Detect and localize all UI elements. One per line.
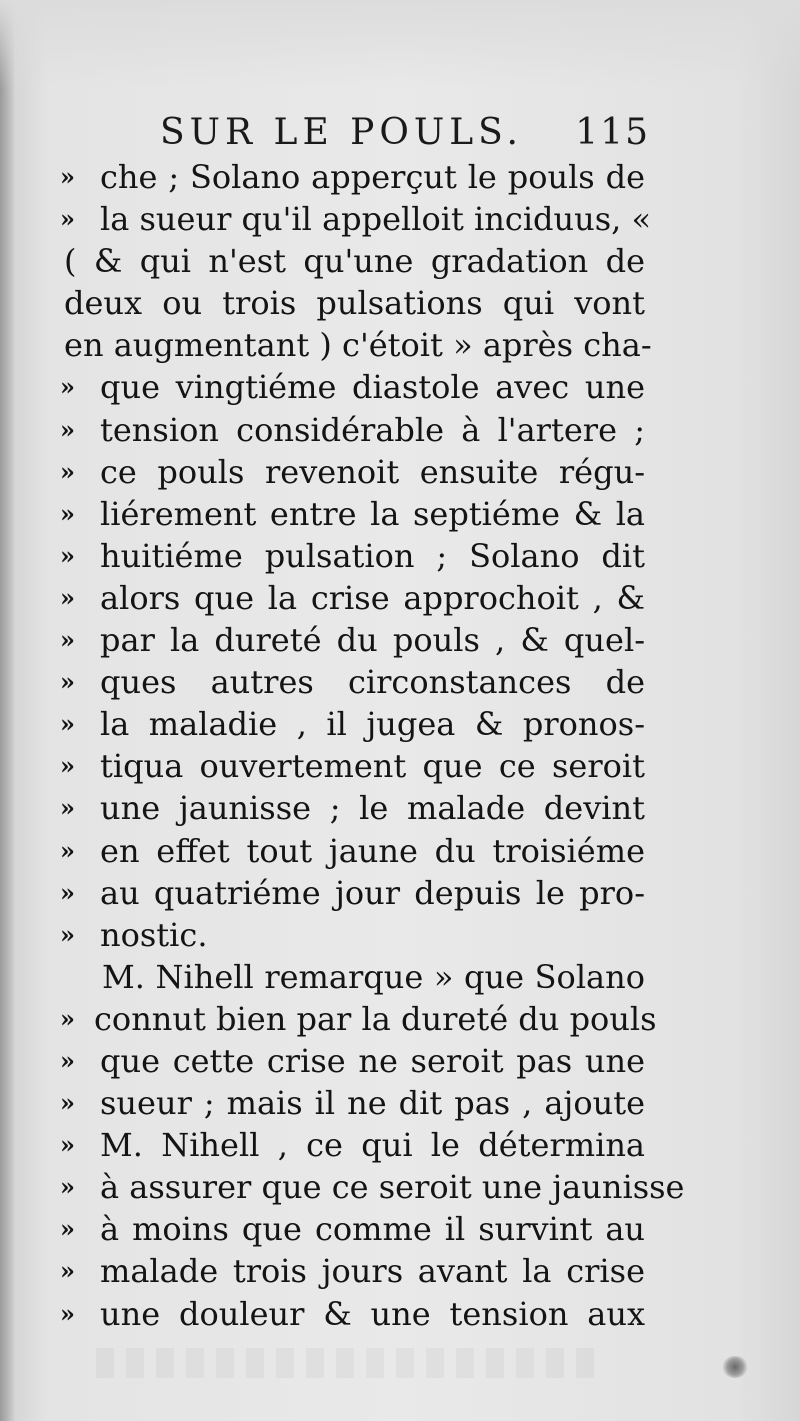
text-line <box>60 156 645 198</box>
line-text: ( & qui n'est qu'une gradation de <box>64 242 645 281</box>
text-line <box>60 535 645 577</box>
line-text: une jaunisse ; le malade devint <box>100 789 645 828</box>
line-text: la sueur qu'il appelloit inciduus, « <box>100 200 652 239</box>
line-text: liérement entre la septiéme & la <box>100 494 645 533</box>
quote-mark: » <box>60 204 75 234</box>
text-line <box>60 198 652 240</box>
line-text: par la dureté du pouls , & quel- <box>100 621 645 660</box>
quote-mark: » <box>60 835 75 865</box>
text-line <box>60 830 645 872</box>
text-line <box>60 1124 645 1166</box>
text-line <box>60 1293 645 1335</box>
quote-mark: » <box>60 1256 75 1286</box>
line-text: tiqua ouvertement que ce seroit <box>100 747 645 786</box>
text-line <box>60 366 645 408</box>
line-text: tension considérable à l'artere ; <box>100 410 645 449</box>
quote-mark: » <box>60 456 75 486</box>
text-line <box>60 1040 645 1082</box>
line-text: M. Nihell remarque » que Solano <box>102 957 645 996</box>
text-line <box>60 451 645 493</box>
line-text: alors que la crise approchoit , & <box>100 578 645 617</box>
quote-mark: » <box>60 667 75 697</box>
ink-smudge <box>722 1356 748 1378</box>
quote-mark: » <box>60 540 75 570</box>
line-text: en effet tout jaune du troisiéme <box>100 831 645 870</box>
text-line <box>60 240 645 282</box>
text-line <box>60 1208 645 1250</box>
line-text: en augmentant ) c'étoit » après cha- <box>64 326 652 365</box>
page-gutter-shadow <box>0 0 14 1421</box>
text-line <box>60 1166 685 1208</box>
text-line <box>60 493 645 535</box>
text-line <box>60 577 645 619</box>
quote-mark: » <box>60 414 75 444</box>
quote-mark: » <box>60 625 75 655</box>
running-title: SUR LE POULS. <box>160 112 523 153</box>
line-text: connut bien par la dureté du pouls <box>94 999 657 1038</box>
text-line <box>60 282 645 324</box>
line-text: nostic. <box>100 915 208 954</box>
quote-mark: » <box>60 372 75 402</box>
quote-mark: » <box>60 919 75 949</box>
text-line <box>60 661 645 703</box>
line-text: la maladie , il jugea & pronos- <box>100 705 645 744</box>
text-line <box>60 998 657 1040</box>
line-text: à moins que comme il survint au <box>100 1210 645 1249</box>
line-text: deux ou trois pulsations qui vont <box>64 284 645 323</box>
text-line <box>60 324 652 366</box>
line-text: que cette crise ne seroit pas une <box>100 1041 645 1080</box>
line-text: une douleur & une tension aux <box>100 1294 645 1333</box>
line-text: malade trois jours avant la crise <box>100 1252 645 1291</box>
text-line <box>60 787 645 829</box>
bleed-through-text <box>96 1348 596 1378</box>
quote-mark: » <box>60 1045 75 1075</box>
text-line <box>60 409 645 451</box>
quote-mark: » <box>60 1003 75 1033</box>
quote-mark: » <box>60 1298 75 1328</box>
line-text: sueur ; mais il ne dit pas , ajoute <box>100 1084 645 1123</box>
text-line <box>60 703 645 745</box>
text-line <box>60 1250 645 1292</box>
text-line <box>60 872 645 914</box>
body-text <box>60 156 685 1335</box>
quote-mark: » <box>60 1130 75 1160</box>
line-text: à assurer que ce seroit une jaunisse <box>100 1168 685 1207</box>
line-text: ce pouls revenoit ensuite régu- <box>100 452 645 491</box>
running-header <box>160 108 650 158</box>
page-number: 115 <box>575 112 650 153</box>
line-text: M. Nihell , ce qui le détermina <box>100 1126 645 1165</box>
line-text: que vingtiéme diastole avec une <box>100 368 645 407</box>
quote-mark: » <box>60 162 75 191</box>
quote-mark: » <box>60 582 75 612</box>
quote-mark: » <box>60 709 75 739</box>
line-text: che ; Solano apperçut le pouls de <box>100 158 645 196</box>
quote-mark: » <box>60 1214 75 1244</box>
quote-mark: » <box>60 793 75 823</box>
page-top-shade <box>0 0 800 90</box>
quote-mark: » <box>60 1088 75 1118</box>
text-line <box>60 914 645 956</box>
quote-mark: » <box>60 877 75 907</box>
text-line <box>60 745 645 787</box>
paragraph-start-line <box>60 956 645 998</box>
text-line <box>60 619 645 661</box>
line-text: ques autres circonstances de <box>100 663 645 702</box>
line-text: huitiéme pulsation ; Solano dit <box>100 536 645 575</box>
quote-mark: » <box>60 1172 75 1202</box>
quote-mark: » <box>60 498 75 528</box>
quote-mark: » <box>60 751 75 781</box>
text-line <box>60 1082 645 1124</box>
line-text: au quatriéme jour depuis le pro- <box>100 873 645 912</box>
